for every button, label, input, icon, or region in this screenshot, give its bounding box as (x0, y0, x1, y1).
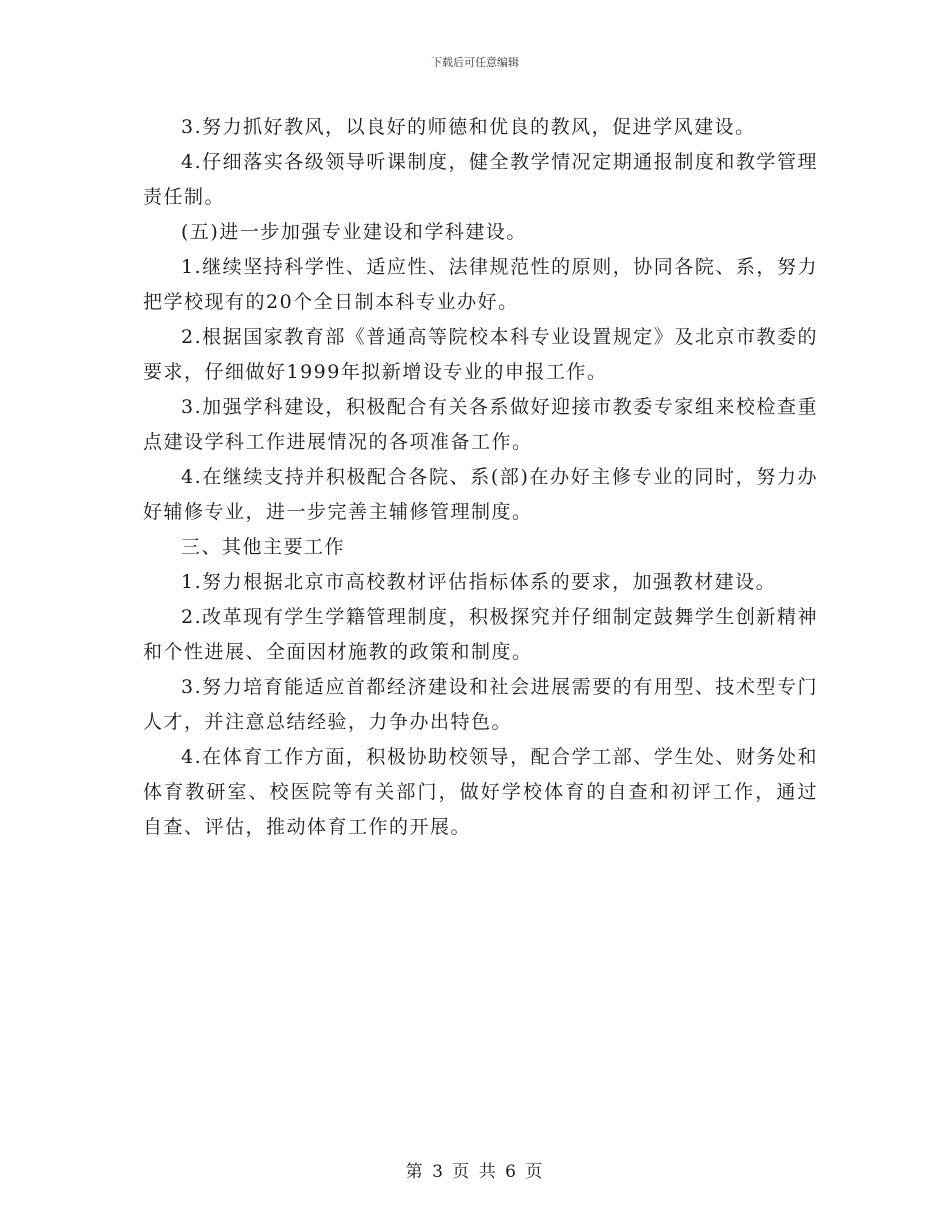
paragraph-8: 2.改革现有学生学籍管理制度，积极探究并仔细制定鼓舞学生创新精神和个性进展、全面因材施教的政策和制度。 (143, 606, 818, 663)
section-heading-3: 三、其他主要工作 (181, 536, 346, 558)
paragraph-4: 2.根据国家教育部《普通高等院校本科专业设置规定》及北京市教委的要求，仔细做好1999年拟新增设专业的申报工作。 (143, 326, 818, 383)
page-header: 下载后可任意编辑 (431, 56, 519, 69)
section-heading-5: (五)进一步加强专业建设和学科建设。 (181, 221, 527, 243)
document-body (143, 110, 818, 845)
paragraph-9: 3.努力培育能适应首都经济建设和社会进展需要的有用型、技术型专门人才，并注意总结经验，力争办出特色。 (143, 676, 818, 733)
paragraph-5: 3.加强学科建设，积极配合有关各系做好迎接市教委专家组来校检查重点建设学科工作进展情况的各项准备工作。 (143, 396, 818, 453)
page-number-footer: 第 3 页 共 6 页 (405, 1162, 545, 1182)
paragraph-2: 4.仔细落实各级领导听课制度，健全教学情况定期通报制度和教学管理责任制。 (143, 151, 818, 208)
paragraph-1: 3.努力抓好教风，以良好的师德和优良的教风，促进学风建设。 (181, 116, 756, 138)
paragraph-7: 1.努力根据北京市高校教材评估指标体系的要求，加强教材建设。 (181, 571, 777, 593)
paragraph-10: 4.在体育工作方面，积极协助校领导，配合学工部、学生处、财务处和体育教研室、校医院等有关部门，做好学校体育的自查和初评工作，通过自查、评估，推动体育工作的开展。 (143, 746, 818, 838)
paragraph-6: 4.在继续支持并积极配合各院、系(部)在办好主修专业的同时，努力办好辅修专业，进一步完善主辅修管理制度。 (143, 466, 818, 523)
paragraph-3: 1.继续坚持科学性、适应性、法律规范性的原则，协同各院、系，努力把学校现有的20个全日制本科专业办好。 (143, 256, 818, 313)
